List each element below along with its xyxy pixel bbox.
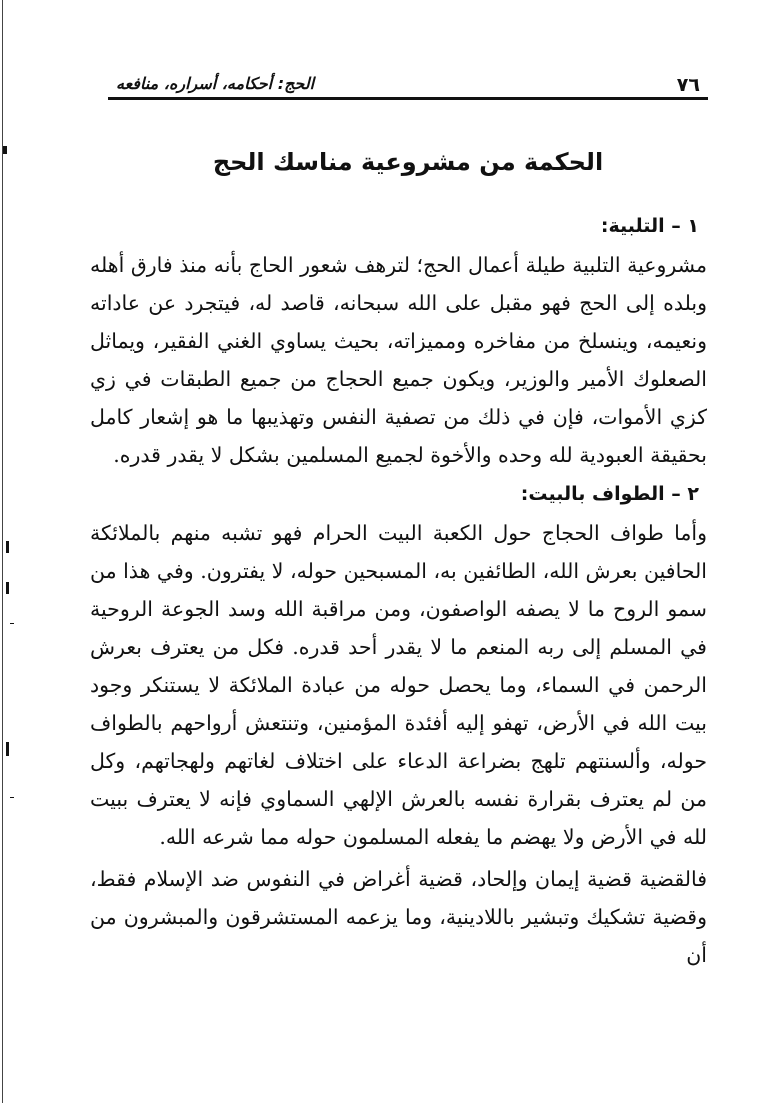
scan-edge-line <box>2 0 3 1103</box>
scan-mark <box>3 146 7 154</box>
scan-mark <box>6 582 9 594</box>
page-body <box>90 206 707 974</box>
page-number: ٧٦ <box>676 74 700 96</box>
scan-mark <box>10 623 14 624</box>
section-title: الحكمة من مشروعية مناسك الحج <box>212 148 604 176</box>
scan-mark <box>10 797 14 798</box>
header-rule <box>108 97 708 100</box>
subheading-tawaf: ٢ – الطواف بالبيت: <box>520 483 699 505</box>
paragraph: مشروعية التلبية طيلة أعمال الحج؛ لترهف شعور الحاج بأنه منذ فارق أهله وبلده إلى الحج فهو مقبل على الله سبحانه، قاصد له، فيتجرد عن عاداته ونعيمه، وينسلخ من مفاخره ومميزاته، بحيث يساوي الغني الفقير، ويماثل الصعلوك الأمير والوزير، ويكون جميع الحجاج من جميع الطبقات في زي كزي الأموات، فإن في ذلك من تصفية النفس وتهذيبها ما هو إشعار كامل بحقيقة العبودية لله وحده والأخوة لجميع المسلمين بشكل لا يقدر قدره. <box>90 253 707 467</box>
paragraph: فالقضية قضية إيمان وإلحاد، قضية أغراض في النفوس ضد الإسلام فقط، وقضية تشكيك وتبشير باللادينية، وما يزعمه المستشرقون والمبشرون من أن <box>90 867 707 967</box>
scan-mark <box>6 541 9 553</box>
subheading-talbiya: ١ – التلبية: <box>600 215 699 237</box>
running-title: الحج: أحكامه، أسراره، منافعه <box>116 74 315 93</box>
page-header <box>108 62 708 100</box>
paragraph: وأما طواف الحجاج حول الكعبة البيت الحرام فهو تشبه منهم بالملائكة الحافين بعرش الله، الطائفين به، المسبحين حوله، لا يفترون. وفي هذا من سمو الروح ما لا يصفه الواصفون، ومن مراقبة الله وسد الجوعة الروحية في المسلم إلى ربه المنعم ما لا يقدر أحد قدره. فكل من يعترف بعرش الرحمن في السماء، وما يحصل حوله من عبادة الملائكة لا يستنكر وجود بيت الله في الأرض، تهفو إليه أفئدة المؤمنين، وتنتعش أرواحهم بالطواف حوله، وألسنتهم تلهج بضراعة الدعاء على اختلاف لغاتهم ولهجاتهم، وكل من لم يعترف بقرارة نفسه بالعرش الإلهي السماوي فإنه لا يعترف ببيت لله في الأرض ولا يهضم ما يفعله المسلمون حوله مما شرعه الله. <box>90 521 707 849</box>
scan-mark <box>6 742 9 756</box>
